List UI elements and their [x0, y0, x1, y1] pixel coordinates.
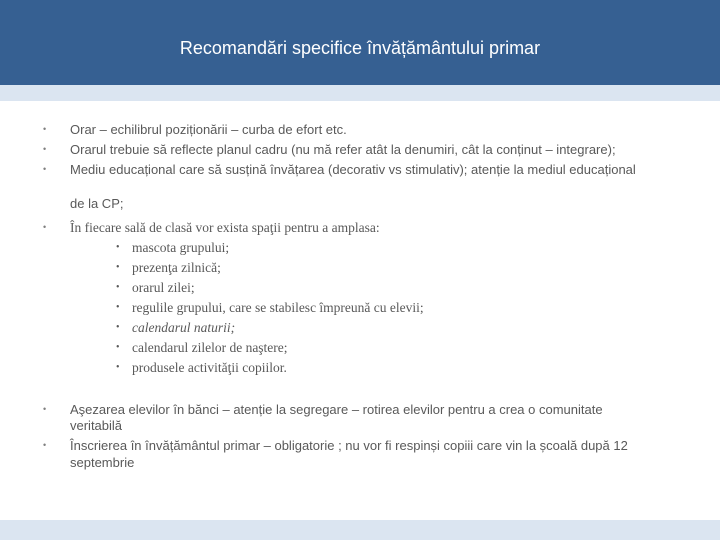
bullet-item-schedule: Orar – echilibrul poziționării – curba de efort etc.: [70, 122, 347, 137]
sub-item-text: orarul zilei;: [132, 280, 195, 295]
bullet-marker: •: [43, 222, 47, 232]
bullet-marker: •: [43, 124, 47, 134]
bullet-item-seating: Aşezarea elevilor în bănci – atenție la segregare – rotirea elevilor pentru a crea o comunitate: [70, 402, 603, 417]
sub-bullet-marker: •: [116, 302, 120, 313]
bullet-item-enrollment-cont: septembrie: [70, 455, 135, 470]
bullet-marker: •: [43, 404, 47, 414]
footer-accent-bar: [0, 520, 720, 540]
bullet-marker: •: [43, 144, 47, 154]
slide-title: Recomandări specifice învățământului primar: [179, 38, 541, 58]
bullet-item-classroom-spaces: În fiecare sală de clasă vor exista spaţii pentru a amplasa:: [70, 220, 380, 235]
sub-item-text: produsele activităţii copiilor.: [132, 360, 287, 375]
bullet-item-curriculum: Orarul trebuie să reflecte planul cadru (nu mă refer atât la denumiri, cât la conținut – integrare);: [70, 142, 616, 157]
sub-bullet-marker: •: [116, 322, 120, 333]
header-accent-bar: [0, 85, 720, 101]
sub-item-text: mascota grupului;: [132, 240, 230, 255]
bullet-item-seating-cont: veritabilă: [70, 418, 123, 433]
bullet-item-enrollment: Înscrierea în învățământul primar – obligatorie ; nu vor fi respinși copiii care vin la școală după 12: [70, 438, 628, 453]
sub-bullet-marker: •: [116, 282, 120, 293]
bullet-item-environment: Mediu educațional care să susțină învățarea (decorativ vs stimulativ); atenție la mediul educațional: [70, 162, 636, 177]
sub-item-text: regulile grupului, care se stabilesc împreună cu elevii;: [132, 300, 424, 315]
bullet-item-environment-cont: de la CP;: [70, 196, 124, 211]
sub-item-text: calendarul zilelor de naştere;: [132, 340, 288, 355]
sub-bullet-marker: •: [116, 362, 120, 373]
sub-item-text: prezenţa zilnică;: [132, 260, 221, 275]
sub-bullet-marker: •: [116, 342, 120, 353]
sub-bullet-marker: •: [116, 242, 120, 253]
title-header: [0, 0, 720, 85]
bullet-marker: •: [43, 440, 47, 450]
sub-bullet-marker: •: [116, 262, 120, 273]
bullet-marker: •: [43, 164, 47, 174]
sub-item-text: calendarul naturii;: [132, 320, 236, 335]
